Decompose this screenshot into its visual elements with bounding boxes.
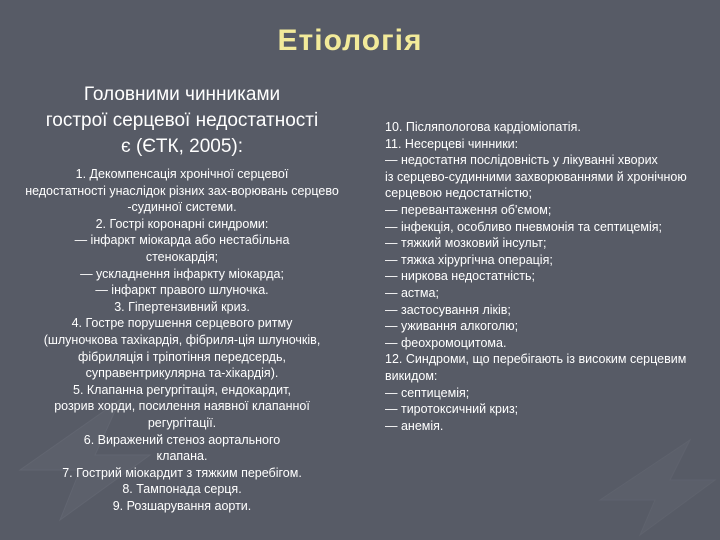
- list-line: серцевою недостатністю;: [385, 186, 532, 201]
- list-line: — тиротоксичний криз;: [385, 402, 519, 417]
- list-line: — тяжкий мозковий інсульт;: [385, 236, 547, 251]
- list-line: із серцево-судинними захворюваннями й хронічною: [385, 169, 687, 184]
- list-line: — уживання алкоголю;: [385, 319, 519, 334]
- list-line: 11. Несерцеві чинники:: [385, 136, 519, 151]
- list-line: — тяжка хірургічна операція;: [385, 252, 553, 267]
- list-line: — інфаркт міокарда або нестабільна: [74, 233, 290, 248]
- causes-list-right: [385, 119, 720, 434]
- left-column: [6, 82, 358, 514]
- list-line: -судинної системи.: [127, 200, 237, 215]
- list-line: 8. Тампонада серця.: [122, 482, 242, 497]
- right-column: [385, 119, 720, 434]
- list-line: клапана.: [156, 449, 208, 464]
- list-line: 5. Клапанна регургітація, ендокардит,: [73, 382, 291, 397]
- list-line: 7. Гострий міокардит з тяжким перебігом.: [62, 465, 302, 480]
- list-line: — астма;: [385, 285, 439, 300]
- list-line: — анемія.: [385, 418, 444, 433]
- list-line: — недостатня послідовність у лікуванні хворих: [385, 153, 658, 168]
- list-line: 12. Синдроми, що перебігають із високим серцевим: [385, 352, 687, 367]
- list-line: — септицемія;: [385, 385, 470, 400]
- causes-list-left: [6, 166, 358, 514]
- list-line: 4. Гостре порушення серцевого ритму: [71, 316, 293, 331]
- list-line: 2. Гострі коронарні синдроми:: [95, 216, 269, 231]
- list-line: — ускладнення інфаркту міокарда;: [80, 266, 284, 281]
- list-line: — інфекція, особливо пневмонія та септицемія;: [385, 219, 662, 234]
- list-line: 3. Гіпертензивний криз.: [114, 299, 250, 314]
- list-line: 9. Розшарування аорти.: [112, 498, 252, 513]
- list-line: 6. Виражений стеноз аортального: [83, 432, 281, 447]
- heading-line: є (ЄТК, 2005):: [120, 136, 244, 157]
- list-line: фібриляція і тріпотіння передсердь,: [78, 349, 286, 364]
- list-line: розрив хорди, посилення наявної клапанної: [54, 399, 310, 414]
- list-line: — ниркова недостатність;: [385, 269, 535, 284]
- list-line: — застосування ліків;: [385, 302, 511, 317]
- list-line: (шлуночкова тахікардія, фібриля-ція шлуночків,: [43, 332, 321, 347]
- heading-line: Головними чинниками: [83, 84, 281, 105]
- left-heading: [6, 82, 358, 160]
- list-line: недостатності унаслідок різних зах-ворювань серцево: [25, 183, 339, 198]
- list-line: 10. Післяпологова кардіоміопатія.: [385, 120, 581, 134]
- list-line: регургітації.: [147, 415, 217, 430]
- list-line: — перевантаження об'ємом;: [385, 202, 552, 217]
- list-line: суправентрикулярна та-хікардія).: [85, 366, 279, 381]
- list-line: 1. Декомпенсація хронічної серцевої: [75, 167, 289, 181]
- list-line: викидом:: [385, 368, 438, 383]
- list-line: — феохромоцитома.: [385, 335, 507, 350]
- list-line: — інфаркт правого шлуночка.: [95, 283, 269, 298]
- slide-title: Етіологія: [277, 24, 423, 57]
- list-line: стенокардія;: [145, 249, 219, 264]
- heading-line: гострої серцевої недостатності: [45, 110, 319, 131]
